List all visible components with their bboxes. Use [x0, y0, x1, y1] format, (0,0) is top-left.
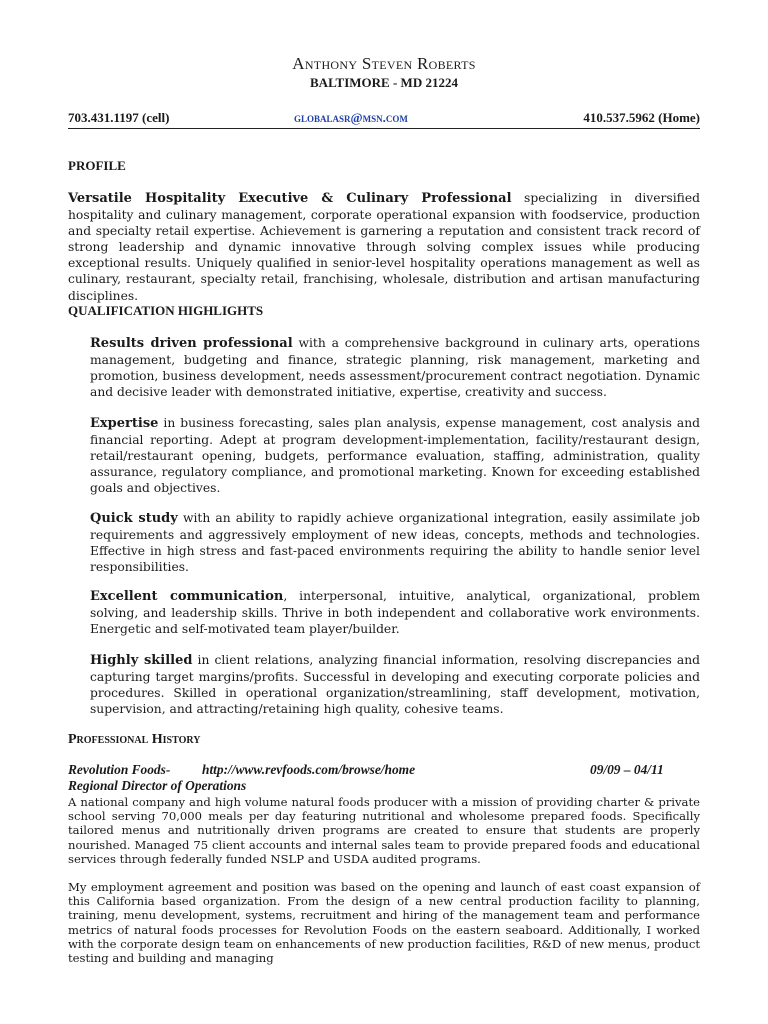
history-heading: Professional History: [68, 732, 201, 747]
contact-line: [68, 110, 700, 129]
qualification-lead: Results driven professional: [90, 336, 293, 351]
qualification-text: in client relations, analyzing financial information, resolving discrepancies and capturing target margins/profits. Successful in developing and executing corporate policies and procedures. Skilled in operational organization/streamlining, staff development, motivation, supervision, and attracting/retaining high quality, cohesive teams.: [90, 653, 700, 717]
profile-heading: PROFILE: [68, 158, 126, 173]
job-description: A national company and high volume natural foods producer with a mission of providing charter & private school serving 70,000 meals per day featuring nutritional and wholesome prepared foods. Specifically tailored menus and nutritionally driven programs are created to ensure that students are properly nourished. Managed 75 client accounts and internal sales team to provide prepared foods and educational services through federally funded NSLP and USDA audited programs.: [68, 795, 700, 866]
candidate-name: Anthony Steven Roberts: [292, 54, 476, 73]
qualification-item: [90, 588, 700, 637]
job-title: Regional Director of Operations: [68, 778, 247, 793]
cell-phone: 703.431.1197 (cell): [68, 110, 170, 125]
qualification-lead: Highly skilled: [90, 653, 193, 668]
home-phone: 410.537.5962 (Home): [583, 110, 700, 125]
job-company: Revolution Foods-: [68, 762, 171, 777]
profile-lead: Versatile Hospitality Executive & Culinary Professional: [68, 191, 512, 206]
qualification-item: [90, 335, 700, 400]
profile-paragraph: [68, 190, 700, 304]
candidate-address: BALTIMORE - MD 21224: [310, 75, 458, 90]
qualification-lead: Excellent communication: [90, 589, 284, 604]
job-dates: 09/09 – 04/11: [590, 762, 664, 777]
qualification-text: with an ability to rapidly achieve organizational integration, easily assimilate job requirements and aggressively employment of new ideas, concepts, methods and technologies. Effective in high stress and fast-paced environments requiring the ability to handle senior level responsibilities.: [90, 511, 700, 575]
qualification-lead: Expertise: [90, 416, 159, 431]
email-link[interactable]: globalasr@msn.com: [294, 110, 408, 125]
qualification-text: in business forecasting, sales plan analysis, expense management, cost analysis and financial reporting. Adept at program development-implementation, facility/restaurant design, retail/restaurant opening, budgets, performance evaluation, staffing, administration, quality assurance, regulatory compliance, and promotional marketing. Known for exceeding established goals and objectives.: [90, 416, 700, 496]
qualification-item: [90, 510, 700, 575]
qualification-text: with a comprehensive background in culinary arts, operations management, budgeting and finance, strategic planning, risk management, marketing and promotion, business development, needs assessment/procurement contract negotiation. Dynamic and decisive leader with demonstrated initiative, expertise, creativity and success.: [90, 336, 700, 400]
job-description: My employment agreement and position was based on the opening and launch of east coast expansion of this California based organization. From the design of a new central production facility to planning, training, menu development, systems, recruitment and hiring of the management team and performance metrics of natural foods processes for Revolution Foods on the eastern seaboard. Additionally, I worked with the corporate design team on enhancements of new production facilities, R&D of new menus, product testing and building and managing: [68, 880, 700, 966]
qualifications-heading: QUALIFICATION HIGHLIGHTS: [68, 303, 264, 318]
qualification-item: [90, 415, 700, 496]
job-url[interactable]: http://www.revfoods.com/browse/home: [202, 762, 416, 777]
qualification-lead: Quick study: [90, 511, 178, 526]
qualification-item: [90, 652, 700, 717]
profile-text: specializing in diversified hospitality and culinary management, corporate operational expansion with foodservice, production and specialty retail expertise. Achievement is garnering a reputation and consistent track record of strong leadership and dynamic innovative through solving complex issues while producing exceptional results. Uniquely qualified in senior-level hospitality operations management as well as culinary, restaurant, specialty retail, franchising, wholesale, distribution and artisan manufacturing disciplines.: [68, 191, 700, 303]
qualification-text: , interpersonal, intuitive, analytical, organizational, problem solving, and leadership skills. Thrive in both independent and collaborative work environments. Energetic and self-motivated team player/builder.: [90, 589, 701, 637]
